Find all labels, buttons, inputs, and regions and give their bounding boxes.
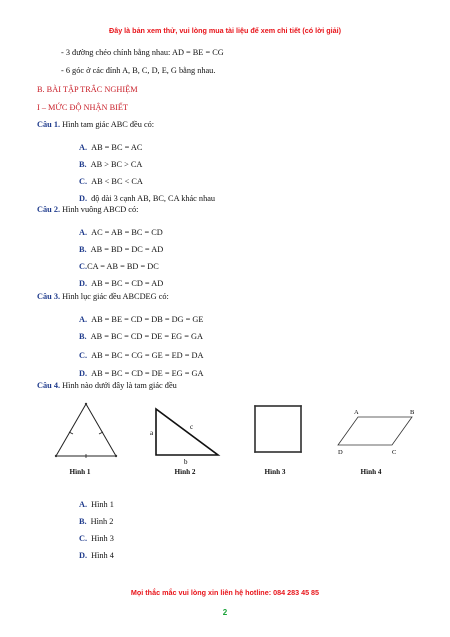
- question-number: Câu 1.: [37, 120, 61, 129]
- hotline-footer: Mọi thắc mắc vui lòng xin liên hệ hotline: 084 283 45 85: [130, 588, 320, 597]
- figure-4-parallelogram: [330, 405, 416, 457]
- option-text: AB = BC = CD = AD: [91, 279, 164, 288]
- question-3: [37, 292, 169, 301]
- option-letter: D.: [79, 194, 88, 203]
- option-1b[interactable]: [79, 154, 142, 172]
- question-text: Hình nào dưới đây là tam giác đều: [62, 381, 177, 390]
- vertex-label-a: A: [354, 409, 359, 416]
- option-text: AC = AB = BC = CD: [91, 228, 163, 237]
- option-3d[interactable]: [79, 363, 203, 381]
- option-letter: C.: [79, 351, 88, 360]
- option-letter: B.: [79, 332, 87, 341]
- option-letter: A.: [79, 500, 88, 509]
- page-number: 2: [222, 608, 228, 617]
- option-letter: C.: [79, 534, 88, 543]
- option-letter: B.: [79, 160, 87, 169]
- option-letter: D.: [79, 551, 88, 560]
- question-text: Hình vuông ABCD có:: [62, 205, 139, 214]
- intro-line-1: - 3 đường chéo chính bằng nhau: AD = BE = CG: [61, 48, 224, 57]
- option-letter: C.: [79, 262, 88, 271]
- figure-label-4: Hình 4: [360, 468, 382, 476]
- question-4: [37, 381, 177, 390]
- figure-3-square: [250, 401, 306, 457]
- level-title: I – MỨC ĐỘ NHẬN BIẾT: [37, 103, 129, 112]
- figure-label-2: Hình 2: [174, 468, 196, 476]
- question-2: [37, 205, 138, 214]
- preview-banner: Đây là bản xem thử, vui lòng mua tài liệu để xem chi tiết (có lời giải): [109, 26, 341, 35]
- option-text: AB = BC = AC: [91, 143, 143, 152]
- option-3a[interactable]: [79, 309, 203, 327]
- option-letter: D.: [79, 279, 88, 288]
- option-text: AB = BC = CD = DE = EG = GA: [90, 332, 203, 341]
- option-letter: A.: [79, 228, 88, 237]
- side-label-b: b: [184, 458, 188, 466]
- question-text: Hình lục giác đều ABCDEG có:: [62, 292, 169, 301]
- option-text: CA = AB = BD = DC: [87, 262, 159, 271]
- option-text: Hình 1: [91, 500, 114, 509]
- figure-1-equilateral-triangle: [50, 400, 122, 460]
- option-4b[interactable]: [79, 511, 113, 529]
- side-label-a: a: [150, 429, 154, 437]
- section-title: B. BÀI TẬP TRẮC NGHIỆM: [37, 85, 138, 94]
- figure-2-right-triangle: [150, 405, 222, 465]
- question-number: Câu 4.: [37, 381, 61, 390]
- question-text: Hình tam giác ABC đều có:: [62, 120, 155, 129]
- option-text: Hình 2: [90, 517, 114, 526]
- option-letter: B.: [79, 245, 87, 254]
- option-text: Hình 4: [91, 551, 114, 560]
- option-letter: C.: [79, 177, 88, 186]
- option-text: độ dài 3 cạnh AB, BC, CA khác nhau: [91, 194, 216, 203]
- figure-label-3: Hình 3: [264, 468, 286, 476]
- option-2d[interactable]: [79, 273, 163, 291]
- option-4c[interactable]: [79, 528, 114, 546]
- question-number: Câu 3.: [37, 292, 61, 301]
- question-number: Câu 2.: [37, 205, 61, 214]
- option-letter: D.: [79, 369, 88, 378]
- option-letter: B.: [79, 517, 87, 526]
- option-3c[interactable]: [79, 345, 203, 363]
- option-2a[interactable]: [79, 222, 163, 240]
- option-text: AB < BC < CA: [91, 177, 143, 186]
- vertex-label-d: D: [338, 449, 343, 456]
- option-2c[interactable]: [79, 256, 159, 274]
- option-text: AB = BD = DC = AD: [90, 245, 164, 254]
- option-text: AB > BC > CA: [90, 160, 143, 169]
- side-label-c: c: [190, 423, 194, 431]
- intro-line-2: - 6 góc ở các đỉnh A, B, C, D, E, G bằng nhau.: [61, 66, 216, 75]
- figure-label-1: Hình 1: [69, 468, 91, 476]
- question-1: [37, 120, 154, 129]
- option-1d[interactable]: [79, 188, 215, 206]
- option-text: AB = BE = CD = DB = DG = GE: [91, 315, 204, 324]
- option-4a[interactable]: [79, 494, 114, 512]
- option-letter: A.: [79, 315, 88, 324]
- option-2b[interactable]: [79, 239, 163, 257]
- option-1a[interactable]: [79, 137, 142, 155]
- option-text: AB = BC = CD = DE = EG = GA: [91, 369, 204, 378]
- option-3b[interactable]: [79, 326, 203, 344]
- option-text: AB = BC = CG = GE = ED = DA: [91, 351, 204, 360]
- option-1c[interactable]: [79, 171, 143, 189]
- vertex-label-c: C: [392, 449, 397, 456]
- option-text: Hình 3: [91, 534, 114, 543]
- option-letter: A.: [79, 143, 88, 152]
- vertex-label-b: B: [410, 409, 415, 416]
- option-4d[interactable]: [79, 545, 114, 563]
